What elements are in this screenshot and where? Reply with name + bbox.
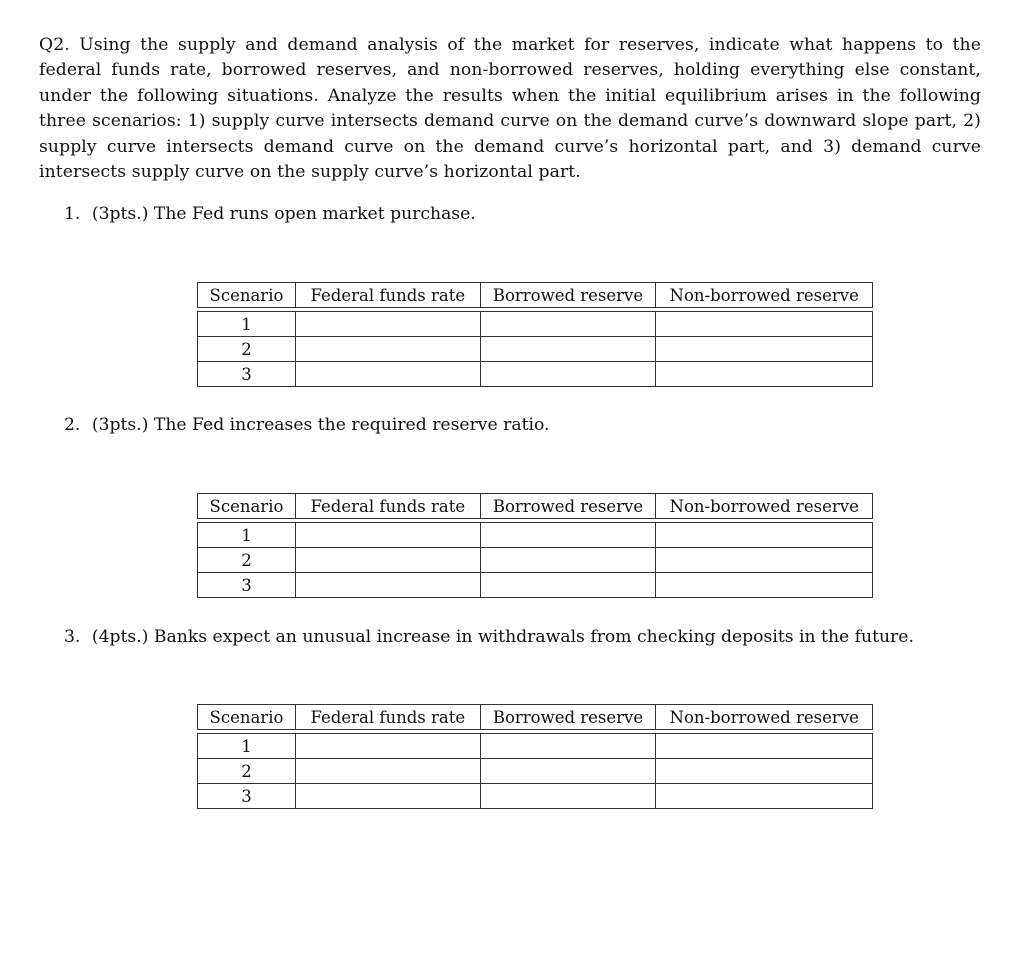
scenario-cell: 2 [198,337,296,362]
answer-cell[interactable] [480,784,656,809]
answer-cell[interactable] [656,759,873,784]
answer-table-2 [197,493,873,598]
answer-cell[interactable] [295,573,480,598]
table-header-row [198,705,873,730]
scenario-cell: 3 [198,362,296,387]
item-number: 2. [64,415,81,435]
answer-cell[interactable] [656,362,873,387]
answer-cell[interactable] [656,784,873,809]
table-row [198,759,873,784]
answer-cell[interactable] [295,784,480,809]
header-borrowed-reserve: Borrowed reserve [480,283,656,308]
answer-cell[interactable] [480,362,656,387]
header-non-borrowed-reserve: Non-borrowed reserve [656,283,873,308]
answer-table-3 [197,704,873,809]
item-2 [64,414,550,436]
scenario-cell: 1 [198,734,296,759]
answer-cell[interactable] [295,362,480,387]
answer-cell[interactable] [295,734,480,759]
header-non-borrowed-reserve: Non-borrowed reserve [656,494,873,519]
table-row [198,548,873,573]
answer-cell[interactable] [295,759,480,784]
answer-cell[interactable] [656,337,873,362]
answer-cell[interactable] [480,734,656,759]
header-borrowed-reserve: Borrowed reserve [480,705,656,730]
answer-cell[interactable] [480,573,656,598]
table-header-row [198,494,873,519]
answer-cell[interactable] [480,523,656,548]
table-row [198,734,873,759]
answer-table-1 [197,282,873,387]
table-row [198,312,873,337]
scenario-cell: 3 [198,784,296,809]
answer-cell[interactable] [480,759,656,784]
table-row [198,337,873,362]
table-row [198,784,873,809]
question-text: Q2. Using the supply and demand analysis of the market for reserves, indicate what happens to the federal funds rate, borrowed reserves, and non-borrowed reserves, holding everything else constant, under the following situations. Analyze the results when the initial equilibrium arises in the following three scenarios: 1) supply curve intersects demand curve on the demand curve’s downward slope part, 2) supply curve intersects demand curve on the demand curve’s horizontal part, and 3) demand curve intersects supply curve on the supply curve’s horizontal part. [39,35,981,183]
scenario-cell: 1 [198,312,296,337]
answer-cell[interactable] [656,548,873,573]
header-federal-funds-rate: Federal funds rate [295,494,480,519]
table-row [198,573,873,598]
answer-cell[interactable] [656,734,873,759]
header-scenario: Scenario [198,494,296,519]
answer-cell[interactable] [656,573,873,598]
scenario-cell: 1 [198,523,296,548]
header-non-borrowed-reserve: Non-borrowed reserve [656,705,873,730]
item-number: 3. [64,627,81,647]
table-header-row [198,283,873,308]
answer-cell[interactable] [480,337,656,362]
scenario-cell: 2 [198,759,296,784]
header-borrowed-reserve: Borrowed reserve [480,494,656,519]
item-number: 1. [64,204,81,224]
answer-cell[interactable] [656,312,873,337]
answer-cell[interactable] [480,548,656,573]
item-text: (4pts.) Banks expect an unusual increase in withdrawals from checking deposits in the future. [91,627,914,647]
scenario-cell: 2 [198,548,296,573]
answer-cell[interactable] [480,312,656,337]
header-federal-funds-rate: Federal funds rate [295,705,480,730]
header-scenario: Scenario [198,283,296,308]
item-text: (3pts.) The Fed runs open market purchase. [91,204,476,224]
item-1 [64,203,476,225]
table-row [198,362,873,387]
answer-cell[interactable] [295,337,480,362]
scenario-cell: 3 [198,573,296,598]
answer-cell[interactable] [295,548,480,573]
answer-cell[interactable] [295,523,480,548]
item-text: (3pts.) The Fed increases the required reserve ratio. [91,415,550,435]
header-federal-funds-rate: Federal funds rate [295,283,480,308]
header-scenario: Scenario [198,705,296,730]
item-3 [64,626,914,648]
answer-cell[interactable] [656,523,873,548]
table-row [198,523,873,548]
answer-cell[interactable] [295,312,480,337]
